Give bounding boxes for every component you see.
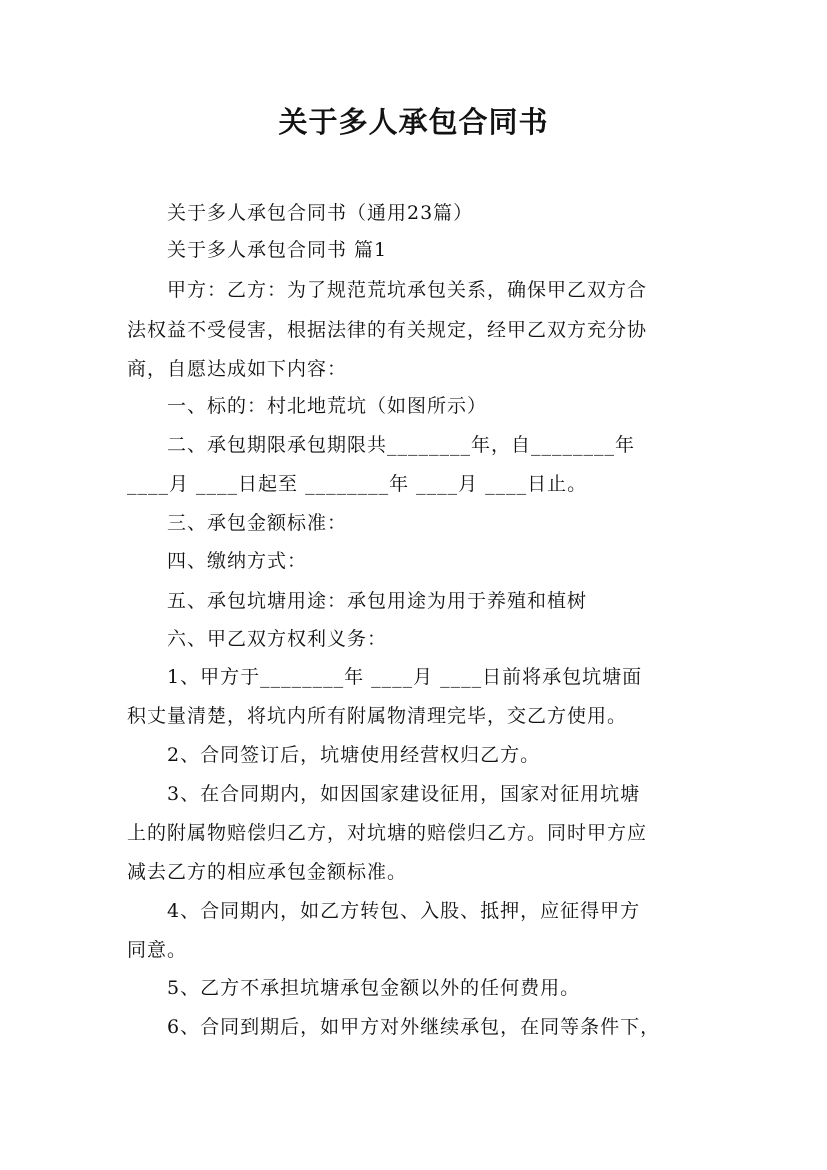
text-line: ____月 ____日起至 ________年 ____月 ____日止。 (127, 473, 588, 495)
text-line: 4、合同期内，如乙方转包、入股、抵押，应征得甲方 (127, 900, 641, 922)
text-line: 1、甲方于________年 ____月 ____日前将承包坑塘面 (127, 666, 643, 688)
text-line: 六、甲乙双方权利义务： (127, 628, 388, 650)
text-line: 5、乙方不承担坑塘承包金额以外的任何费用。 (127, 977, 581, 999)
text-line: 关于多人承包合同书 篇1 (127, 239, 388, 261)
text-line: 五、承包坑塘用途：承包用途为用于养殖和植树 (127, 590, 588, 612)
text-line: 6、合同到期后，如甲方对外继续承包，在同等条件下， (127, 1016, 661, 1038)
text-line: 二、承包期限承包期限共________年，自________年 (127, 434, 636, 456)
document-title: 关于多人承包合同书 (278, 105, 549, 139)
text-line: 3、在合同期内，如因国家建设征用，国家对征用坑塘 (127, 783, 641, 805)
text-line: 法权益不受侵害，根据法律的有关规定，经甲乙双方充分协 (127, 319, 648, 341)
text-line: 同意。 (127, 939, 188, 961)
text-line: 关于多人承包合同书（通用23篇） (127, 202, 474, 224)
text-line: 一、标的：村北地荒坑（如图所示） (127, 395, 488, 417)
text-line: 四、缴纳方式： (127, 550, 308, 572)
text-line: 商，自愿达成如下内容： (127, 358, 348, 380)
text-line: 三、承包金额标准： (127, 512, 348, 534)
text-line: 上的附属物赔偿归乙方，对坑塘的赔偿归乙方。同时甲方应 (127, 822, 648, 844)
text-line: 减去乙方的相应承包金额标准。 (127, 861, 408, 883)
text-line: 甲方：乙方：为了规范荒坑承包关系，确保甲乙双方合 (127, 279, 648, 301)
text-line: 2、合同签订后，坑塘使用经营权归乙方。 (127, 744, 541, 766)
text-line: 积丈量清楚，将坑内所有附属物清理完毕，交乙方使用。 (127, 705, 628, 727)
